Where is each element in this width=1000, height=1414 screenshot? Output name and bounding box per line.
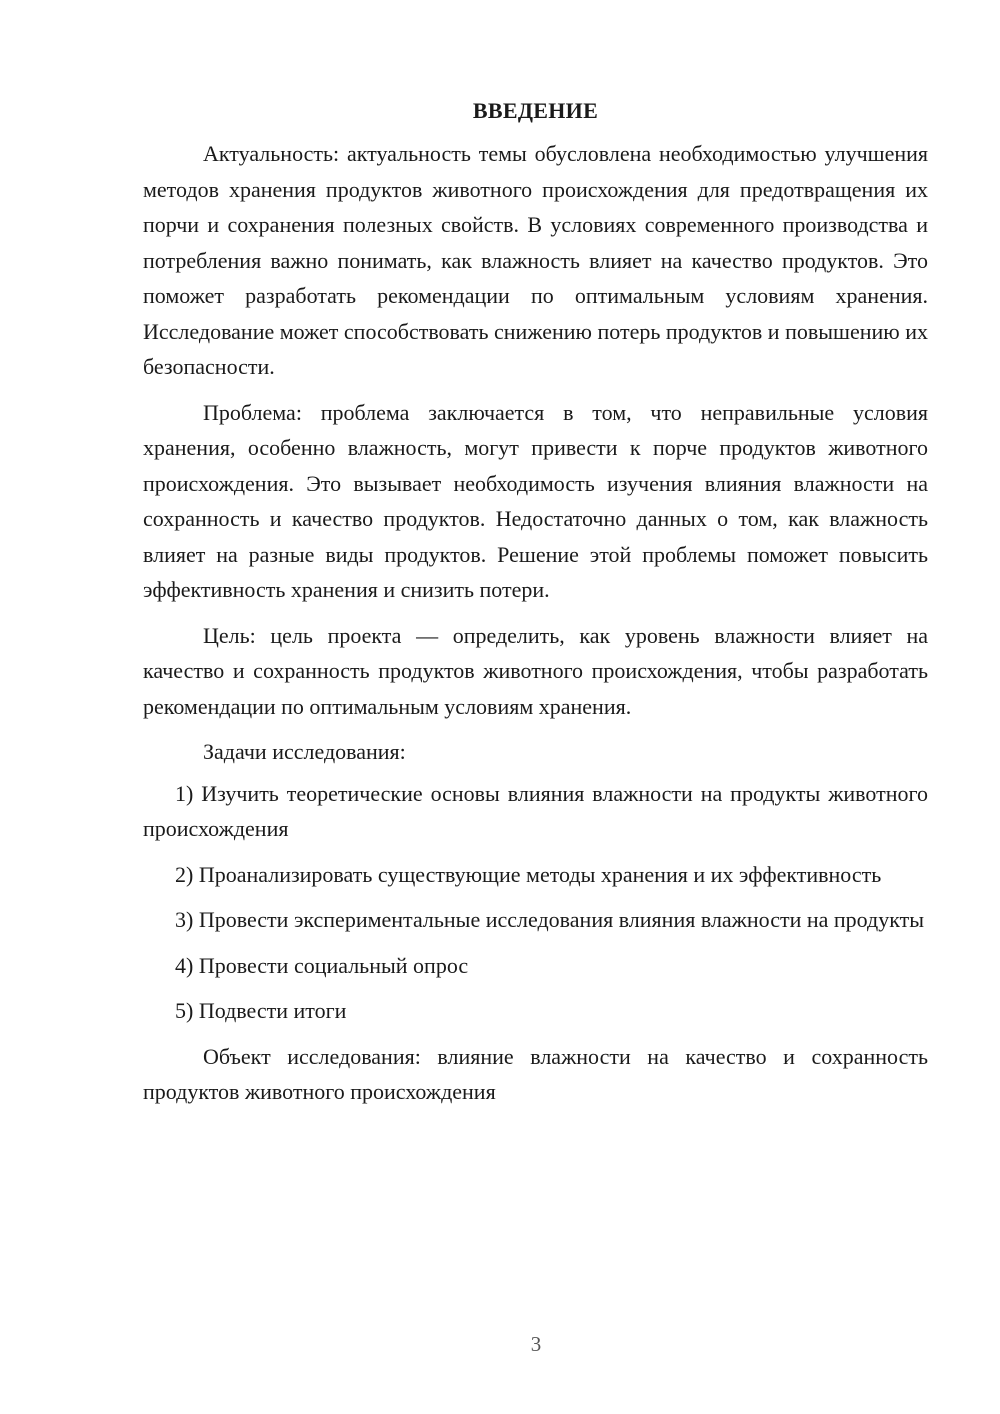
page-content xyxy=(143,93,928,1120)
task-item: 2) Проанализировать существующие методы хранения и их эффективность xyxy=(175,861,882,887)
task-item: 4) Провести социальный опрос xyxy=(175,952,469,978)
relevance-paragraph: Актуальность: актуальность темы обусловлена необходимостью улучшения методов хранения продуктов животного происхождения для предотвращения их порчи и сохранения полезных свойств. В условиях современного производства и потребления важно понимать, как влажность влияет на качество продуктов. Это поможет разработать рекомендации по оптимальным условиям хранения. Исследование может способствовать снижению потерь продуктов и повышению их безопасности. xyxy=(143,141,928,379)
problem-paragraph: Проблема: проблема заключается в том, что неправильные условия хранения, особенно влажность, могут привести к порче продуктов животного происхождения. Это вызывает необходимость изучения влияния влажности на сохранность и качество продуктов. Недостаточно данных о том, как влажность влияет на разные виды продуктов. Решение этой проблемы поможет повысить эффективность хранения и снизить потери. xyxy=(143,399,928,602)
goal-paragraph: Цель: цель проекта — определить, как уровень влажности влияет на качество и сохранность продуктов животного происхождения, чтобы разработать рекомендации по оптимальным условиям хранения. xyxy=(143,622,928,719)
task-item: 1) Изучить теоретические основы влияния влажности на продукты животного происхождения xyxy=(143,780,928,841)
object-paragraph: Объект исследования: влияние влажности на качество и сохранность продуктов животного происхождения xyxy=(143,1043,928,1104)
task-item: 5) Подвести итоги xyxy=(175,998,347,1023)
page-number: 3 xyxy=(530,1332,542,1356)
section-title: ВВЕДЕНИЕ xyxy=(472,98,599,123)
tasks-heading: Задачи исследования: xyxy=(203,739,406,764)
task-item: 3) Провести экспериментальные исследования влияния влажности на продукты xyxy=(175,907,925,932)
